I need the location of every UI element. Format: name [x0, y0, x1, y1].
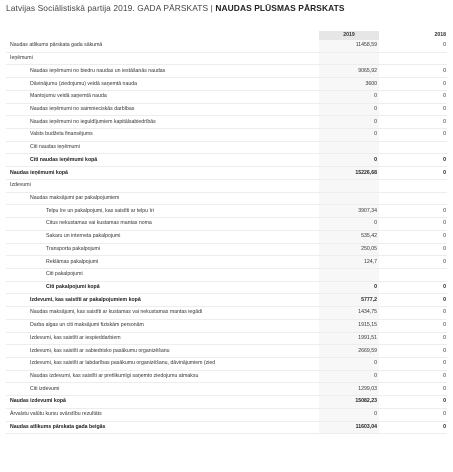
row-label: Naudas izdevumi, kas saistīti ar pretlikumīgi saņemto ziedojumu atmaksu	[6, 370, 319, 383]
row-value-2018	[389, 192, 447, 205]
row-value-2018: 0	[389, 90, 447, 103]
row-value-2018: 0	[389, 357, 447, 370]
row-label: Izdevumi	[6, 179, 319, 192]
header-year-2018: 2018	[434, 32, 446, 38]
table-row	[6, 218, 447, 231]
row-label: Naudas ieņēmumi no saimnieciskās darbības	[6, 103, 319, 116]
row-value-2018	[389, 52, 447, 65]
row-value-2019: 3907,34	[319, 205, 379, 218]
row-value-2018: 0	[389, 256, 447, 269]
table-row	[6, 167, 447, 180]
row-label: Transporta pakalpojumi	[6, 243, 319, 256]
row-value-2019: 2669,59	[319, 345, 379, 358]
row-value-2018: 0	[389, 154, 447, 167]
row-value-2018: 0	[389, 332, 447, 345]
table-row	[6, 179, 447, 192]
row-value-2019: 0	[319, 90, 379, 103]
row-value-2018: 0	[389, 103, 447, 116]
row-label: Ārvalstu valūtu kursu svārstību rezultāts	[6, 408, 319, 421]
table-row	[6, 129, 447, 142]
row-value-2019: 5777,2	[319, 294, 379, 307]
row-value-2019: 250,05	[319, 243, 379, 256]
row-gap	[379, 268, 389, 281]
row-value-2019: 535,42	[319, 230, 379, 243]
row-gap	[379, 332, 389, 345]
table-row	[6, 256, 447, 269]
table-row	[6, 370, 447, 383]
row-gap	[379, 65, 389, 78]
row-value-2018: 0	[389, 281, 447, 294]
table-row	[6, 78, 447, 91]
row-label: Naudas ieņēmumi no biedru naudas un iestāšanās naudas	[6, 65, 319, 78]
row-label: Citi naudas ieņēmumi	[6, 141, 319, 154]
row-label: Citi izdevumi	[6, 383, 319, 396]
title-org: Latvijas Sociālistiskā partija 2019. GADA PĀRSKATS	[6, 3, 209, 13]
row-gap	[379, 129, 389, 142]
table-body	[6, 40, 447, 434]
row-label: Dāvinājumu (ziedojumu) veidā saņemtā nauda	[6, 78, 319, 91]
row-label: Naudas maksājumi par pakalpojumiem	[6, 192, 319, 205]
row-value-2018: 0	[389, 345, 447, 358]
row-label: Citi naudas ieņēmumi kopā	[6, 154, 319, 167]
row-gap	[379, 243, 389, 256]
table-row	[6, 243, 447, 256]
table-row	[6, 230, 447, 243]
row-gap	[379, 357, 389, 370]
row-gap	[379, 383, 389, 396]
row-gap	[379, 179, 389, 192]
row-gap	[379, 421, 389, 434]
row-gap	[379, 40, 389, 52]
row-value-2019: 0	[319, 370, 379, 383]
table-row	[6, 103, 447, 116]
row-label: Naudas ieņēmumi kopā	[6, 167, 319, 180]
row-value-2018: 0	[389, 307, 447, 320]
row-value-2019: 1434,75	[319, 307, 379, 320]
table-row	[6, 294, 447, 307]
row-value-2019: 3600	[319, 78, 379, 91]
row-gap	[379, 78, 389, 91]
row-label: Valsts budžeta finansējums	[6, 129, 319, 142]
row-value-2018: 0	[389, 40, 447, 52]
row-value-2018: 0	[389, 408, 447, 421]
row-value-2019: 0	[319, 357, 379, 370]
row-value-2018	[389, 141, 447, 154]
row-gap	[379, 205, 389, 218]
row-gap	[379, 230, 389, 243]
row-value-2018	[389, 268, 447, 281]
table-row	[6, 319, 447, 332]
row-gap	[379, 307, 389, 320]
row-value-2019: 15226,68	[319, 167, 379, 180]
table-row	[6, 332, 447, 345]
row-gap	[379, 370, 389, 383]
row-gap	[379, 294, 389, 307]
row-label: Sakaru un interneta pakalpojumi	[6, 230, 319, 243]
table-row	[6, 307, 447, 320]
row-value-2019	[319, 52, 379, 65]
row-gap	[379, 103, 389, 116]
row-value-2018: 0	[389, 167, 447, 180]
row-label: Naudas atlikums pārskata gada beigās	[6, 421, 319, 434]
row-value-2019: 11458,59	[319, 40, 379, 52]
row-value-2018: 0	[389, 129, 447, 142]
row-label: Citi pakalpojumi	[6, 268, 319, 281]
row-value-2019: 0	[319, 129, 379, 142]
title-section: NAUDAS PLŪSMAS PĀRSKATS	[215, 3, 345, 13]
row-value-2019	[319, 268, 379, 281]
row-label: Naudas ieņēmumi no ieguldījumiem kapitālsabiedrībās	[6, 116, 319, 129]
row-value-2019: 1991,51	[319, 332, 379, 345]
row-value-2018: 0	[389, 243, 447, 256]
cash-flow-table	[6, 31, 447, 434]
table-row	[6, 154, 447, 167]
row-label: Darba algas un citi maksājumi fiziskām personām	[6, 319, 319, 332]
row-value-2018: 0	[389, 116, 447, 129]
row-gap	[379, 90, 389, 103]
row-value-2019: 124,7	[319, 256, 379, 269]
row-label: Naudas atlikums pārskata gada sākumā	[6, 40, 319, 52]
row-label: Naudas izdevumi kopā	[6, 396, 319, 409]
row-label: Izdevumi, kas saistīti ar iespieddarbiem	[6, 332, 319, 345]
row-value-2019	[319, 179, 379, 192]
header-label	[6, 31, 319, 40]
table-row	[6, 52, 447, 65]
table-row	[6, 345, 447, 358]
row-gap	[379, 141, 389, 154]
row-value-2018	[389, 179, 447, 192]
row-value-2018: 0	[389, 421, 447, 434]
title-separator: |	[208, 3, 216, 13]
page-title	[6, 0, 447, 17]
row-value-2018: 0	[389, 205, 447, 218]
table-row	[6, 357, 447, 370]
table-row	[6, 396, 447, 409]
row-gap	[379, 281, 389, 294]
table-row	[6, 205, 447, 218]
row-value-2018: 0	[389, 396, 447, 409]
row-gap	[379, 167, 389, 180]
row-gap	[379, 154, 389, 167]
row-value-2019: 0	[319, 408, 379, 421]
row-gap	[379, 116, 389, 129]
row-value-2019	[319, 192, 379, 205]
row-value-2018: 0	[389, 230, 447, 243]
row-gap	[379, 408, 389, 421]
row-gap	[379, 319, 389, 332]
row-value-2019: 11603,04	[319, 421, 379, 434]
table-row	[6, 141, 447, 154]
table-row	[6, 65, 447, 78]
header-year-2019: 2019	[319, 31, 379, 40]
row-value-2019: 0	[319, 281, 379, 294]
row-value-2019: 0	[319, 116, 379, 129]
table-row	[6, 281, 447, 294]
row-label: Mantojumu veidā saņemtā nauda	[6, 90, 319, 103]
table-row	[6, 40, 447, 52]
row-label: Izdevumi, kas saistīti ar labdarības pasākumu organizēšanu, dāvinājumiem (zied	[6, 357, 319, 370]
row-value-2019: 0	[319, 103, 379, 116]
row-value-2019: 1299,03	[319, 383, 379, 396]
row-value-2018: 0	[389, 65, 447, 78]
table-row	[6, 90, 447, 103]
table-row	[6, 421, 447, 434]
row-label: Reklāmas pakalpojumi	[6, 256, 319, 269]
row-value-2019: 15082,23	[319, 396, 379, 409]
table-row	[6, 408, 447, 421]
row-value-2019: 1915,15	[319, 319, 379, 332]
table-row	[6, 116, 447, 129]
table-row	[6, 268, 447, 281]
row-label: Ieņēmumi	[6, 52, 319, 65]
row-value-2018: 0	[389, 218, 447, 231]
header-gap	[379, 31, 389, 40]
row-value-2019	[319, 141, 379, 154]
row-value-2019: 9065,92	[319, 65, 379, 78]
row-label: Citus nekustamas vai kustamas mantas noma	[6, 218, 319, 231]
row-value-2018: 0	[389, 370, 447, 383]
row-gap	[379, 192, 389, 205]
row-gap	[379, 345, 389, 358]
row-gap	[379, 218, 389, 231]
row-value-2018: 0	[389, 319, 447, 332]
row-value-2019: 0	[319, 218, 379, 231]
row-value-2018: 0	[389, 383, 447, 396]
table-row	[6, 192, 447, 205]
row-value-2018: 0	[389, 78, 447, 91]
row-value-2019: 0	[319, 154, 379, 167]
row-label: Telpu īre un pakalpojumi, kas saistīti ar telpu īri	[6, 205, 319, 218]
row-label: Izdevumi, kas saistīti ar sabiedrisko pasākumu organizēšanu	[6, 345, 319, 358]
table-row	[6, 383, 447, 396]
row-gap	[379, 52, 389, 65]
row-label: Izdevumi, kas saistīti ar pakalpojumiem kopā	[6, 294, 319, 307]
row-gap	[379, 256, 389, 269]
table-header-row	[6, 31, 447, 40]
row-label: Naudas maksājumi, kas saistīti ar kustamas vai nekustamas mantas iegādi	[6, 307, 319, 320]
row-value-2018: 0	[389, 294, 447, 307]
row-label: Citi pakalpojumi kopā	[6, 281, 319, 294]
row-gap	[379, 396, 389, 409]
